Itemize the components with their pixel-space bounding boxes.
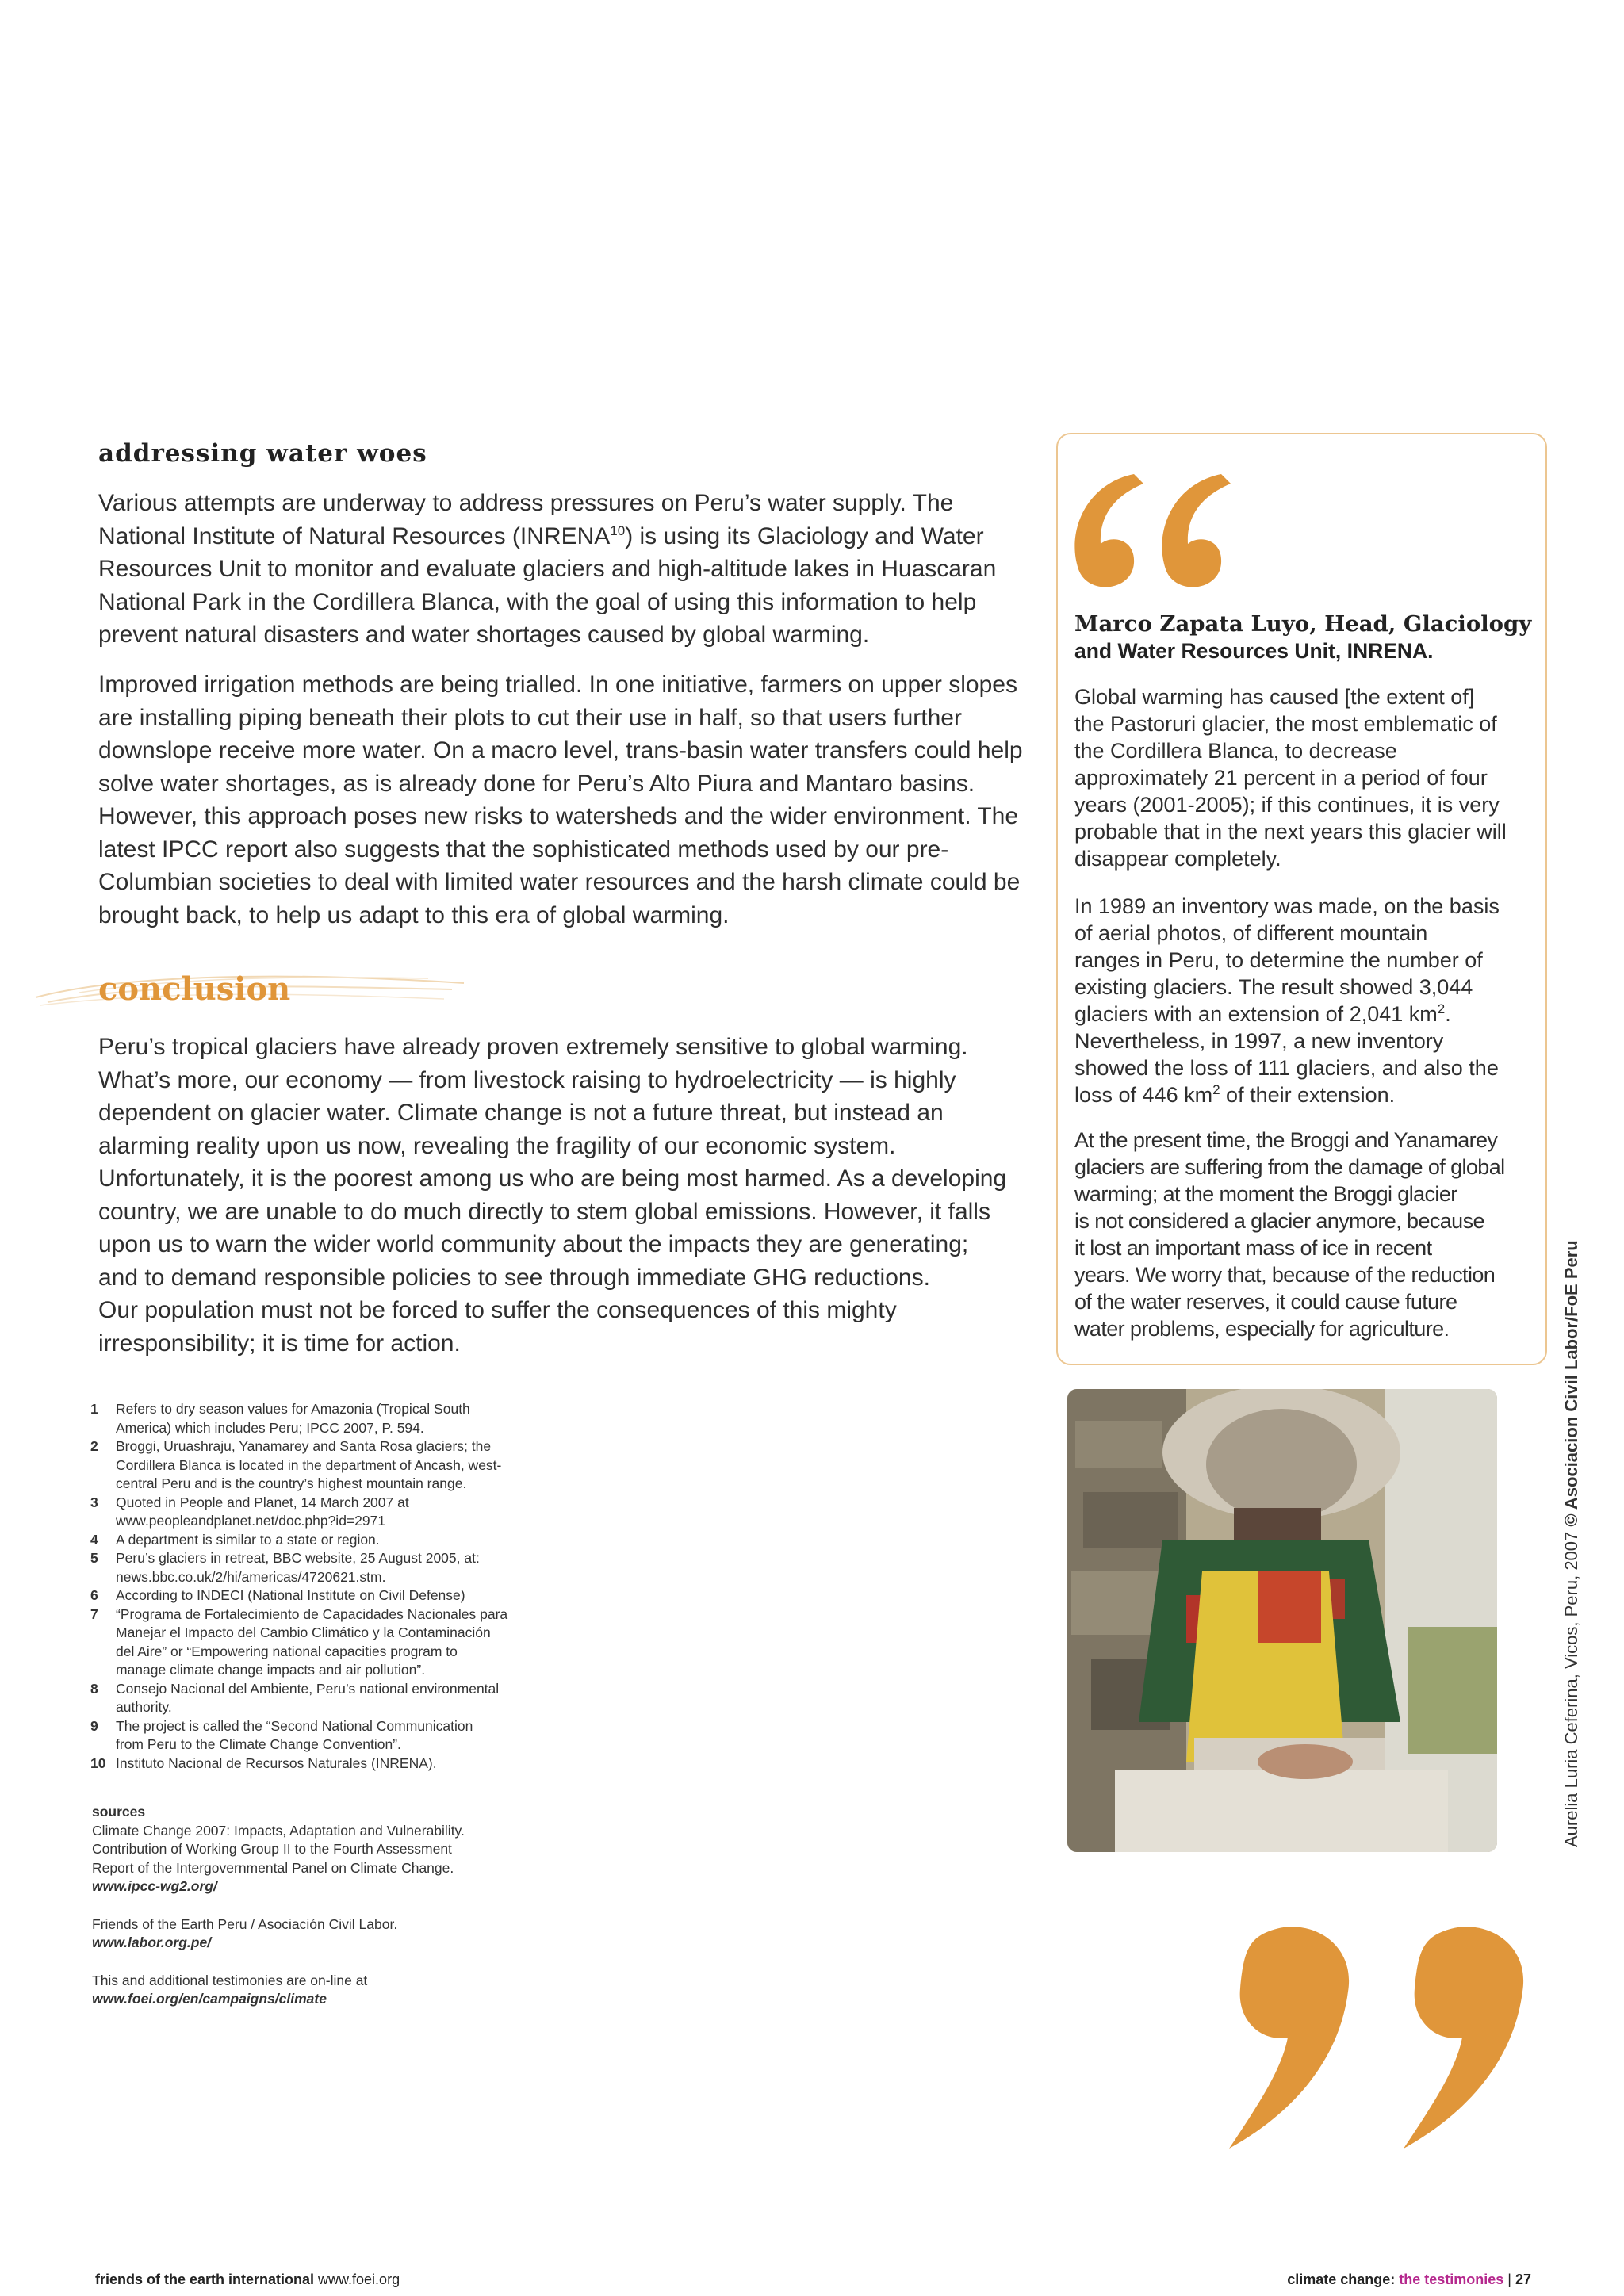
- woman-in-hat-photo: [1067, 1389, 1497, 1852]
- text-line: probable that in the next years this glacier will: [1074, 820, 1507, 844]
- text-line: National Park in the Cordillera Blanca, with the goal of using this information to help: [98, 588, 977, 615]
- text-line: Nevertheless, in 1997, a new inventory: [1074, 1029, 1444, 1053]
- footnote-text: Quoted in People and Planet, 14 March 2007 at: [116, 1494, 409, 1510]
- footnote-number: 9: [90, 1717, 98, 1734]
- footnote-item: [90, 1400, 566, 1437]
- footnote-text: “Programa de Fortalecimiento de Capacidades Nacionales para: [116, 1605, 508, 1622]
- text-line: Global warming has caused [the extent of]: [1074, 685, 1475, 709]
- footnote-text: Peru’s glaciers in retreat, BBC website, 25 August 2005, at:: [116, 1550, 480, 1566]
- footnote-item: [90, 1680, 566, 1717]
- footnotes-list: [90, 1400, 566, 1773]
- footnote-item: [90, 1605, 566, 1680]
- paragraph-water-1: [98, 487, 1044, 652]
- text-line: alarming reality upon us now, revealing the fragility of our economic system.: [98, 1132, 896, 1159]
- testimony-author: [1074, 610, 1534, 664]
- text-line: approximately 21 percent in a period of four: [1074, 766, 1488, 790]
- footnote-text: A department is similar to a state or region.: [116, 1531, 380, 1548]
- text-line: warming; at the moment the Broggi glacier: [1074, 1182, 1457, 1206]
- labor-link[interactable]: www.labor.org.pe/: [92, 1934, 212, 1950]
- footnote-number: 6: [90, 1587, 98, 1603]
- footnote-item: [90, 1586, 566, 1605]
- text-line: loss of 446 km: [1074, 1083, 1213, 1107]
- text-line: Our population must not be forced to suffer the consequences of this mighty: [98, 1297, 897, 1323]
- superscript: 2: [1212, 1082, 1220, 1097]
- footnote-item: [90, 1494, 566, 1531]
- footnote-text: Broggi, Uruashraju, Yanamarey and Santa Rosa glaciers; the: [116, 1438, 492, 1454]
- text-line: .: [1445, 1002, 1451, 1026]
- source-text: Climate Change 2007: Impacts, Adaptation and Vulnerability.: [92, 1822, 465, 1839]
- source-text: Report of the Intergovernmental Panel on Climate Change.: [92, 1859, 454, 1876]
- close-quote-icon: [1213, 1919, 1546, 2156]
- ipcc-link[interactable]: www.ipcc-wg2.org/: [92, 1878, 217, 1894]
- footnote-text: news.bbc.co.uk/2/hi/americas/4720621.stm.: [116, 1568, 386, 1585]
- footnote-text: www.peopleandplanet.net/doc.php?id=2971: [116, 1513, 386, 1529]
- text-line: upon us to warn the wider world community about the impacts they are generating;: [98, 1231, 969, 1257]
- text-line: country, we are unable to do much directly to stem global emissions. However, it falls: [98, 1198, 990, 1225]
- text-line: Improved irrigation methods are being trialled. In one initiative, farmers on upper slopes: [98, 672, 1017, 698]
- author-name: Marco Zapata Luyo, Head, Glaciology: [1074, 611, 1532, 637]
- text-line: What’s more, our economy — from livestock raising to hydroelectricity — is highly: [98, 1066, 956, 1093]
- footnote-number: 7: [90, 1605, 98, 1622]
- text-line: is not considered a glacier anymore, because: [1074, 1209, 1484, 1233]
- source-text: This and additional testimonies are on-line at: [92, 1972, 368, 1988]
- text-line: ranges in Peru, to determine the number of: [1074, 948, 1483, 972]
- footnote-text: The project is called the “Second National Communication: [116, 1717, 473, 1734]
- footnote-text: Instituto Nacional de Recursos Naturales (INRENA).: [116, 1755, 437, 1771]
- source-text: Friends of the Earth Peru / Asociación Civil Labor.: [92, 1915, 398, 1932]
- text-line: solve water shortages, as is already done for Peru’s Alto Piura and Mantaro basins.: [98, 770, 975, 797]
- paragraph-water-2: [98, 668, 1044, 932]
- footnote-text: According to INDECI (National Institute on Civil Defense): [116, 1587, 465, 1603]
- quote-paragraph-3: [1074, 1127, 1534, 1342]
- text-line: dependent on glacier water. Climate change is not a future threat, but instead an: [98, 1100, 944, 1126]
- footnote-item: [90, 1531, 566, 1550]
- footnote-text: Cordillera Blanca is located in the department of Ancash, west-: [116, 1456, 502, 1473]
- text-line: are installing piping beneath their plots to cut their use in half, so that users further: [98, 704, 962, 731]
- text-line: Unfortunately, it is the poorest among us who are being most harmed. As a developing: [98, 1165, 1007, 1192]
- footnote-text: America) which includes Peru; IPCC 2007, P. 594.: [116, 1419, 424, 1436]
- text-line: of their extension.: [1220, 1083, 1396, 1107]
- text-line: At the present time, the Broggi and Yanamarey: [1074, 1128, 1498, 1152]
- section-heading-water: addressing water woes: [98, 439, 427, 468]
- text-line: the Cordillera Blanca, to decrease: [1074, 739, 1397, 763]
- text-line: glaciers are suffering from the damage of global: [1074, 1155, 1505, 1179]
- footnote-text: del Aire” or “Empowering national capacities program to: [116, 1643, 458, 1659]
- footnote-item: [90, 1755, 566, 1774]
- footer-org: friends of the earth international: [95, 2271, 315, 2287]
- footer-right: [1287, 2271, 1531, 2288]
- author-role: and Water Resources Unit, INRENA.: [1074, 639, 1434, 663]
- text-line: Resources Unit to monitor and evaluate glaciers and high-altitude lakes in Huascaran: [98, 556, 997, 582]
- superscript: 2: [1437, 1001, 1446, 1016]
- footnote-text: authority.: [116, 1699, 172, 1715]
- footnote-text: manage climate change impacts and air pollution”.: [116, 1662, 426, 1678]
- sources-heading: sources: [92, 1804, 146, 1820]
- paragraph-conclusion: [98, 1031, 1044, 1360]
- text-line: prevent natural disasters and water shortages caused by global warming.: [98, 622, 870, 648]
- page-number: 27: [1515, 2271, 1531, 2287]
- quote-paragraph-2: [1074, 893, 1534, 1108]
- text-line: brought back, to help us adapt to this era of global warming.: [98, 901, 730, 928]
- text-line: existing glaciers. The result showed 3,044: [1074, 975, 1473, 999]
- quote-paragraph-1: [1074, 683, 1534, 872]
- credit-text: Aurelia Luria Ceferina, Vicos, Peru, 2007: [1561, 1526, 1581, 1847]
- foei-climate-link[interactable]: www.foei.org/en/campaigns/climate: [92, 1991, 327, 2007]
- footer-left: [95, 2271, 400, 2288]
- text-line: National Institute of Natural Resources (INRENA: [98, 522, 611, 549]
- text-line: showed the loss of 111 glaciers, and also the: [1074, 1056, 1499, 1080]
- footer-series-prefix: climate change:: [1287, 2271, 1400, 2287]
- footnote-number: 5: [90, 1550, 98, 1566]
- text-line: ) is using its Glaciology and Water: [625, 522, 984, 549]
- text-line: years (2001-2005); if this continues, it is very: [1074, 793, 1500, 817]
- open-quote-icon: [1055, 428, 1237, 595]
- text-line: Various attempts are underway to address pressures on Peru’s water supply. The: [98, 490, 954, 516]
- footnote-text: central Peru and is the country’s highest mountain range.: [116, 1475, 467, 1491]
- text-line: However, this approach poses new risks to watersheds and the wider environment. The: [98, 803, 1019, 829]
- text-line: the Pastoruri glacier, the most emblematic of: [1074, 712, 1497, 736]
- text-line: In 1989 an inventory was made, on the basis: [1074, 894, 1500, 918]
- photo-credit: [1561, 1240, 1583, 1847]
- footnote-number: 8: [90, 1680, 98, 1697]
- footnote-item: [90, 1549, 566, 1586]
- text-line: of the water reserves, it could cause future: [1074, 1290, 1457, 1314]
- text-line: Peru’s tropical glaciers have already proven extremely sensitive to global warming.: [98, 1034, 968, 1060]
- footer-url[interactable]: www.foei.org: [314, 2271, 400, 2287]
- source-text: Contribution of Working Group II to the Fourth Assessment: [92, 1841, 452, 1857]
- text-line: and to demand responsible policies to see through immediate GHG reductions.: [98, 1264, 930, 1291]
- footnote-text: Manejar el Impacto del Cambio Climático y la Contaminación: [116, 1624, 491, 1640]
- text-line: it lost an important mass of ice in recent: [1074, 1236, 1432, 1260]
- footnote-text: from Peru to the Climate Change Convention”.: [116, 1736, 401, 1752]
- footnote-text: Consejo Nacional del Ambiente, Peru’s national environmental: [116, 1680, 500, 1697]
- footnote-number: 1: [90, 1401, 98, 1417]
- footnote-item: [90, 1717, 566, 1755]
- footnote-number: 10: [90, 1755, 106, 1771]
- section-heading-conclusion: conclusion: [98, 970, 291, 1008]
- credit-copyright: © Asociacion Civil Labor/FoE Peru: [1561, 1240, 1581, 1527]
- text-line: irresponsibility; it is time for action.: [98, 1330, 461, 1357]
- text-line: downslope receive more water. On a macro level, trans-basin water transfers could help: [98, 737, 1023, 763]
- text-line: disappear completely.: [1074, 847, 1281, 871]
- text-line: years. We worry that, because of the reduction: [1074, 1263, 1496, 1287]
- text-line: water problems, especially for agriculture.: [1074, 1317, 1450, 1341]
- text-line: glaciers with an extension of 2,041 km: [1074, 1002, 1438, 1026]
- text-line: Columbian societies to deal with limited water resources and the harsh climate could be: [98, 869, 1021, 895]
- footnote-number: 4: [90, 1531, 98, 1548]
- footnote-number: 3: [90, 1494, 98, 1510]
- footer-separator: |: [1503, 2271, 1515, 2287]
- footnote-number: 2: [90, 1438, 98, 1454]
- text-line: of aerial photos, of different mountain: [1074, 921, 1428, 945]
- text-line: latest IPCC report also suggests that the sophisticated methods used by our pre-: [98, 836, 949, 863]
- footer-series-name: the testimonies: [1399, 2271, 1504, 2287]
- footnote-item: [90, 1437, 566, 1494]
- footnote-text: Refers to dry season values for Amazonia (Tropical South: [116, 1401, 470, 1417]
- sources-block: [92, 1803, 584, 2028]
- footnote-ref: 10: [610, 522, 626, 538]
